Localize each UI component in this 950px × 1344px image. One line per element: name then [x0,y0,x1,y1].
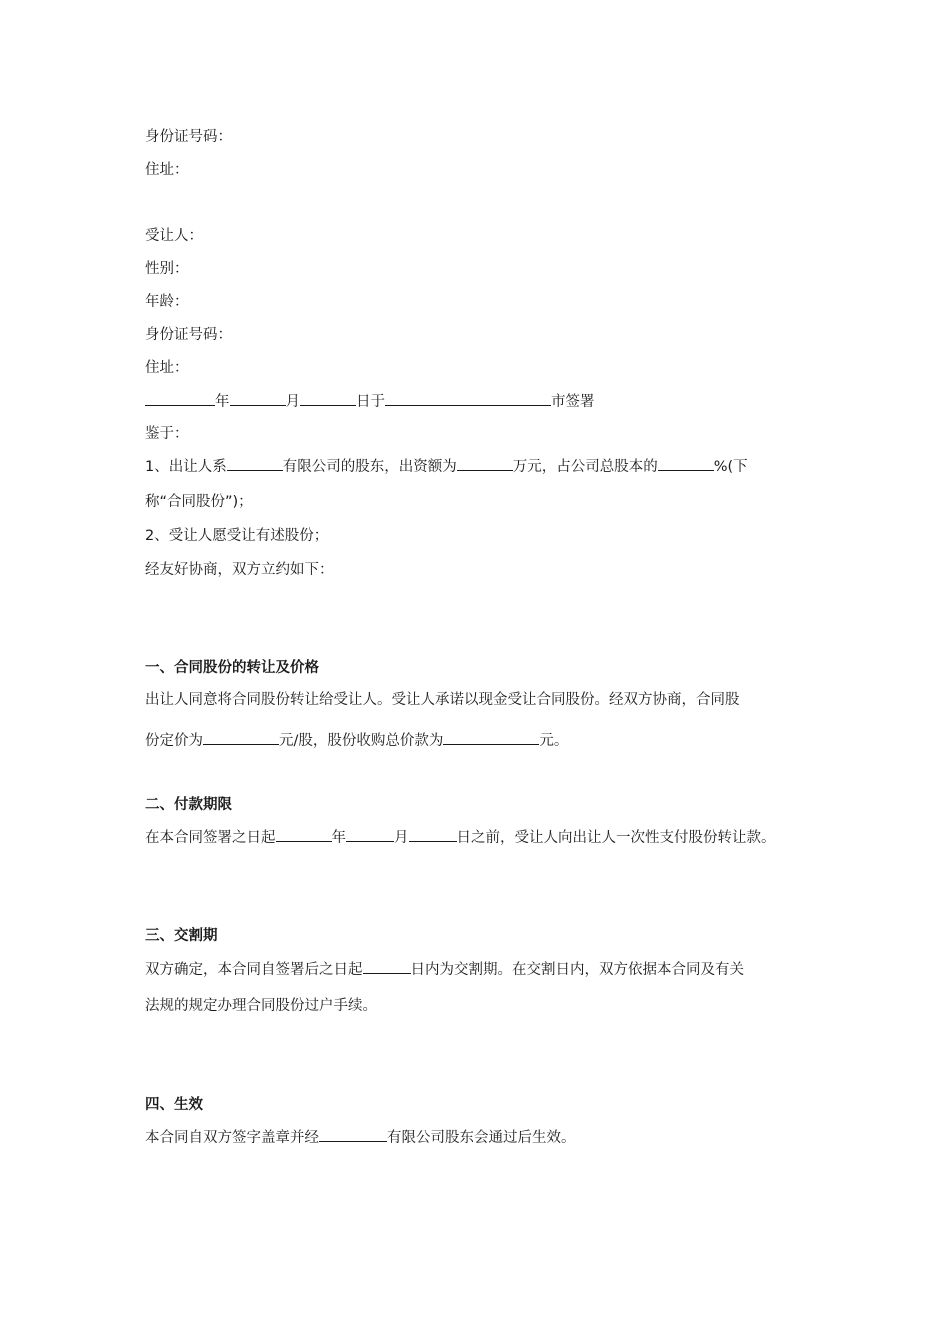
section1-line2-c: 元。 [539,733,569,749]
recital-item-2: 2、受让人愿受让有述股份； [145,528,329,544]
recitals-agreement: 经友好协商，双方立约如下： [145,562,334,578]
section1-line2-b: 元/股，股份收购总价款为 [279,733,444,749]
signing-day-text: 日于 [356,394,385,410]
day-blank [300,391,356,406]
section1-line1: 出让人同意将合同股份转让给受让人。受让人承诺以现金受让合同股份。经双方协商，合同股 [145,692,740,708]
transferor-id-label: 身份证号码： [145,129,232,145]
section4-line1 [145,1127,576,1148]
transferee-id-label: 身份证号码： [145,327,232,343]
year-blank [145,391,215,406]
closing-days-blank [363,959,411,974]
payment-year-blank [276,827,332,842]
transferee-gender-label: 性别： [145,261,189,277]
section2-line1-b: 年 [331,830,346,846]
section3-heading: 三、交割期 [145,928,218,944]
recitals-whereas: 鉴于： [145,426,189,442]
price-per-share-blank [203,730,279,745]
transferee-age-label: 年龄： [145,294,189,310]
total-price-blank [443,730,539,745]
recital-item-1 [145,456,748,477]
section1-heading: 一、合同股份的转让及价格 [145,660,319,676]
payment-day-blank [409,827,457,842]
city-blank [385,391,551,406]
month-blank [230,391,286,406]
company-blank [227,456,283,471]
section3-line1 [145,959,744,980]
section3-line1-a: 双方确定，本合同自签署后之日起 [145,962,363,978]
transferor-address-label: 住址： [145,162,189,178]
section2-line1-c: 月 [394,830,409,846]
company-name-blank [319,1127,387,1142]
section3-line1-b: 日内为交割期。在交割日内，双方依据本合同及有关 [410,962,744,978]
section4-line1-a: 本合同自双方签字盖章并经 [145,1130,319,1146]
capital-blank [457,456,513,471]
recital-item-1-continued: 称“合同股份”)； [145,494,253,510]
transferee-title: 受让人： [145,228,203,244]
recital-item1-a: 1、出让人系 [145,459,227,475]
recital-item1-b: 有限公司的股东，出资额为 [282,459,457,475]
section1-line2 [145,730,568,751]
signing-month-text: 月 [285,394,300,410]
recital-item1-d: %(下 [713,459,748,475]
section4-heading: 四、生效 [145,1097,203,1113]
payment-month-blank [346,827,394,842]
section3-line2: 法规的规定办理合同股份过户手续。 [145,998,377,1014]
section2-line1-a: 在本合同签署之日起 [145,830,276,846]
signing-city-text: 市签署 [551,394,595,410]
recital-item1-c: 万元，占公司总股本的 [512,459,658,475]
section4-line1-b: 有限公司股东会通过后生效。 [387,1130,576,1146]
transferee-address-label: 住址： [145,360,189,376]
signing-line [145,391,595,412]
section1-line2-a: 份定价为 [145,733,203,749]
signing-year-text: 年 [215,394,230,410]
section2-line1-d: 日之前，受让人向出让人一次性支付股份转让款。 [456,830,776,846]
percent-blank [658,456,714,471]
section2-line1 [145,827,776,848]
section2-heading: 二、付款期限 [145,797,232,813]
